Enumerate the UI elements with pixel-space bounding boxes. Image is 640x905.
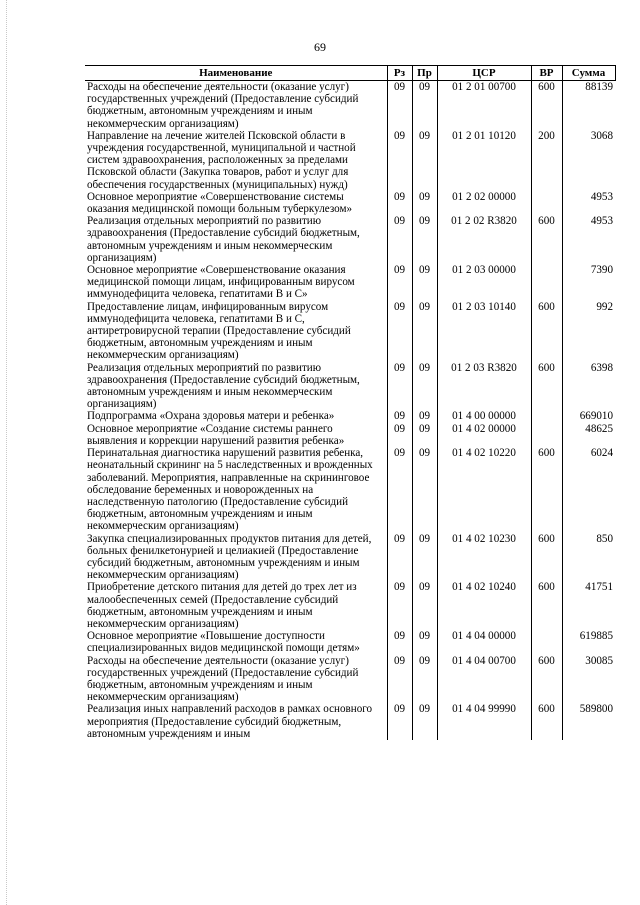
cell-name: Предоставление лицам, инфицированным вирусом иммунодефицита человека, гепатитами В и С, антиретровирусной терапии (Предоставление субсидий бюджетным, автономным учреждениям и иным некоммерческим организациям) (87, 300, 351, 362)
page-number: 69 (314, 40, 326, 54)
cell-sum: 48625 (562, 423, 615, 447)
cell-rz: 09 (387, 630, 412, 654)
cell-name: Реализация иных направлений расходов в рамках основного мероприятия (Предоставление субсидий бюджетным, автономным учреждениям и иным (87, 703, 373, 740)
cell-pr: 09 (412, 81, 437, 130)
cell-rz: 09 (387, 410, 412, 422)
cell-sum: 669010 (562, 410, 615, 422)
cell-rz: 09 (387, 191, 412, 215)
cell-name: Основное мероприятие «Совершенствование оказания медицинской помощи лицам, инфицированным вирусом иммунодефицита человека, гепатитами В и С» (87, 264, 355, 301)
table-row (85, 533, 615, 582)
cell-sum: 4953 (562, 215, 615, 264)
cell-rz: 09 (387, 581, 412, 630)
cell-pr: 09 (412, 410, 437, 422)
cell-name: Расходы на обеспечение деятельности (оказание услуг) государственных учреждений (Предоставление субсидий бюджетным, автономным учреждениям и иным некоммерческим организациям) (87, 81, 359, 130)
cell-vr (531, 410, 562, 422)
table-row (85, 301, 615, 362)
cell-sum: 589800 (562, 703, 615, 740)
cell-name: Основное мероприятие «Создание системы раннего выявления и коррекции нарушений развития ребенка» (87, 422, 345, 447)
cell-vr: 600 (531, 81, 562, 130)
header-rz: Рз (387, 66, 412, 81)
table-row (85, 81, 615, 130)
table-row (85, 264, 615, 301)
cell-vr: 600 (531, 655, 562, 704)
cell-pr: 09 (412, 655, 437, 704)
cell-pr: 09 (412, 191, 437, 215)
cell-vr (531, 423, 562, 447)
header-name: Наименование (85, 66, 387, 81)
cell-csr: 01 2 01 00700 (437, 81, 531, 130)
cell-vr (531, 191, 562, 215)
cell-rz: 09 (387, 264, 412, 301)
cell-rz: 09 (387, 423, 412, 447)
table-body (85, 81, 615, 740)
header-pr: Пр (412, 66, 437, 81)
table-row (85, 191, 615, 215)
cell-sum: 6024 (562, 447, 615, 532)
cell-vr: 600 (531, 301, 562, 362)
cell-pr: 09 (412, 215, 437, 264)
table-row (85, 447, 615, 532)
cell-csr: 01 2 02 R3820 (437, 215, 531, 264)
cell-sum: 3068 (562, 130, 615, 191)
table-row (85, 362, 615, 411)
cell-csr: 01 2 03 00000 (437, 264, 531, 301)
cell-vr: 600 (531, 703, 562, 740)
cell-rz: 09 (387, 81, 412, 130)
cell-rz: 09 (387, 301, 412, 362)
cell-vr: 600 (531, 215, 562, 264)
cell-name: Реализация отдельных мероприятий по развитию здравоохранения (Предоставление субсидий бюджетным, автономным учреждениям и иным некоммерческим организациям) (87, 215, 360, 264)
cell-csr: 01 2 03 10140 (437, 301, 531, 362)
cell-name: Закупка специализированных продуктов питания для детей, больных фенилкетонурией и целиакией (Предоставление субсидий бюджетным, автономным учреждениям и иным некоммерческим организациям) (87, 532, 372, 582)
cell-csr: 01 2 01 10120 (437, 130, 531, 191)
cell-rz: 09 (387, 362, 412, 411)
table-header-row (85, 66, 615, 81)
cell-name: Перинатальная диагностика нарушений развития ребенка, неонатальный скрининг на 5 наследственных и врожденных заболеваний. Мероприятия, направленные на скрининговое обследование беременных и новорожденных на наследственную патологию (Предоставление субсидий бюджетным, автономным учреждениям и иным некоммерческим организациям) (87, 447, 373, 533)
cell-rz: 09 (387, 130, 412, 191)
cell-rz: 09 (387, 447, 412, 532)
cell-pr: 09 (412, 581, 437, 630)
cell-pr: 09 (412, 630, 437, 654)
cell-rz: 09 (387, 655, 412, 704)
cell-csr: 01 4 02 00000 (437, 423, 531, 447)
cell-csr: 01 4 04 00700 (437, 655, 531, 704)
cell-sum: 4953 (562, 191, 615, 215)
header-vr: ВР (531, 66, 562, 81)
cell-sum: 7390 (562, 264, 615, 301)
cell-vr: 600 (531, 362, 562, 411)
cell-csr: 01 4 02 10240 (437, 581, 531, 630)
table-row (85, 703, 615, 740)
table-row (85, 655, 615, 704)
cell-pr: 09 (412, 362, 437, 411)
cell-pr: 09 (412, 301, 437, 362)
cell-rz: 09 (387, 533, 412, 582)
cell-vr (531, 630, 562, 654)
cell-csr: 01 4 00 00000 (437, 410, 531, 422)
cell-sum: 6398 (562, 362, 615, 411)
table-row (85, 581, 615, 630)
cell-pr: 09 (412, 130, 437, 191)
cell-vr (531, 264, 562, 301)
cell-pr: 09 (412, 423, 437, 447)
cell-csr: 01 4 02 10230 (437, 533, 531, 582)
table-row (85, 215, 615, 264)
cell-vr: 200 (531, 130, 562, 191)
cell-name: Подпрограмма «Охрана здоровья матери и ребенка» (87, 410, 335, 423)
cell-sum: 992 (562, 301, 615, 362)
header-sum: Сумма (562, 66, 615, 81)
cell-sum: 88139 (562, 81, 615, 130)
cell-csr: 01 2 02 00000 (437, 191, 531, 215)
cell-name: Направление на лечение жителей Псковской области в учреждения государственной, муниципальной и частной систем здравоохранения, расположенных за пределами Псковской области (Закупка товаров, работ и услуг для обеспечения государственных (муниципальных) нужд) (87, 129, 356, 191)
cell-csr: 01 2 03 R3820 (437, 362, 531, 411)
cell-pr: 09 (412, 264, 437, 301)
cell-csr: 01 4 04 00000 (437, 630, 531, 654)
cell-vr: 600 (531, 447, 562, 532)
cell-csr: 01 4 04 99990 (437, 703, 531, 740)
cell-pr: 09 (412, 703, 437, 740)
cell-vr: 600 (531, 533, 562, 582)
cell-name: Приобретение детского питания для детей до трех лет из малообеспеченных семей (Предоставление субсидий бюджетным, автономным учреждениям и иным некоммерческим организациям) (87, 581, 357, 630)
cell-name: Основное мероприятие «Повышение доступности специализированных видов медицинской помощи детям» (87, 630, 360, 655)
cell-sum: 850 (562, 533, 615, 582)
cell-name: Реализация отдельных мероприятий по развитию здравоохранения (Предоставление субсидий бюджетным, автономным учреждениям и иным некоммерческим организациям) (87, 361, 360, 411)
cell-rz: 09 (387, 703, 412, 740)
table-row (85, 423, 615, 447)
table-row (85, 630, 615, 654)
cell-csr: 01 4 02 10220 (437, 447, 531, 532)
budget-table (85, 65, 616, 740)
table-row (85, 130, 615, 191)
cell-pr: 09 (412, 533, 437, 582)
table-row (85, 410, 615, 422)
cell-vr: 600 (531, 581, 562, 630)
cell-rz: 09 (387, 215, 412, 264)
cell-pr: 09 (412, 447, 437, 532)
cell-name: Основное мероприятие «Совершенствование системы оказания медицинской помощи больным туберкулезом» (87, 190, 353, 216)
cell-sum: 30085 (562, 655, 615, 704)
cell-name: Расходы на обеспечение деятельности (оказание услуг) государственных учреждений (Предоставление субсидий бюджетным, автономным учреждениям и иным некоммерческим организациям) (87, 654, 359, 704)
scan-edge-line (6, 0, 7, 905)
header-csr: ЦСР (437, 66, 531, 81)
cell-sum: 619885 (562, 630, 615, 654)
cell-sum: 41751 (562, 581, 615, 630)
